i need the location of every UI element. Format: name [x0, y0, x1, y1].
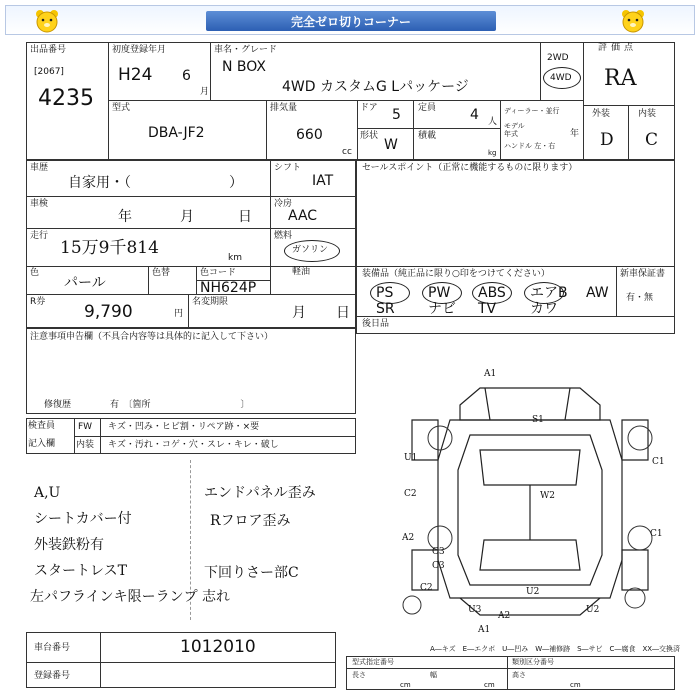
- dim-height-unit: cm: [570, 681, 581, 689]
- lot-label: 出品番号: [30, 45, 67, 55]
- selling-points-label: セールスポイント（正常に機能するものに限ります）: [362, 163, 578, 173]
- inspection-year: 年: [118, 209, 132, 225]
- first-reg-year: H24: [118, 65, 153, 85]
- inspector-label: 検査員: [28, 421, 56, 431]
- model-year-label2: 年式: [504, 130, 518, 138]
- remark-line: シートカバー付: [34, 511, 132, 527]
- equipment-item: ABS: [478, 285, 506, 301]
- equipment-item: SR: [376, 301, 395, 317]
- repair-label: 修復歴: [44, 400, 72, 410]
- damage-mark: S1: [532, 415, 544, 425]
- ext-grade: D: [600, 130, 614, 150]
- color-code-label: 色コード: [200, 268, 237, 278]
- mileage-unit: km: [228, 253, 242, 263]
- int-grade: C: [645, 130, 659, 150]
- int-row-head: 内装: [76, 440, 95, 450]
- fuel-label: 燃料: [274, 231, 293, 241]
- remark-line-right: エンドパネル歪み: [204, 485, 316, 501]
- remark-line: 外装鉄粉有: [34, 537, 104, 553]
- inspector-label2: 記入欄: [28, 439, 56, 449]
- damage-mark: C2: [420, 583, 433, 593]
- handle-label: ハンドル 左・右: [504, 142, 556, 150]
- int-row: キズ・汚れ・コゲ・穴・スレ・キレ・破し: [108, 440, 279, 450]
- new-warranty-value: 有・無: [626, 293, 654, 303]
- damage-legend: A―キズ E―エクボ U―凹み W―補修跡 S―サビ C―腐食 XX―交換済: [430, 645, 681, 653]
- damage-mark: C2: [404, 489, 417, 499]
- damage-mark: A1: [478, 625, 491, 635]
- equipment-item: カワ: [530, 301, 558, 317]
- banner: [5, 5, 695, 35]
- ac-value: AAC: [288, 208, 318, 224]
- color-value: パール: [64, 275, 106, 291]
- name-change-month: 月: [292, 305, 306, 321]
- evaluation-score: RA: [604, 66, 637, 91]
- lot-number: 4235: [38, 86, 94, 111]
- capacity-value: 4: [470, 107, 479, 123]
- footer-right-frame: [346, 656, 675, 690]
- displacement-value: 660: [296, 127, 323, 143]
- chassis-label: 車台番号: [34, 643, 71, 653]
- damage-mark: C1: [650, 529, 663, 539]
- color-change-label: 色替: [152, 268, 171, 278]
- shift-label: シフト: [274, 163, 302, 173]
- displacement-unit: cc: [342, 147, 352, 157]
- equipment-item: PS: [376, 285, 394, 301]
- rear-items-label: 後日品: [362, 319, 390, 329]
- ac-label: 冷房: [274, 199, 293, 209]
- load-label: 積載: [418, 131, 437, 141]
- dim-height: 高さ: [512, 671, 526, 679]
- type-value: DBA-JF2: [148, 125, 205, 141]
- damage-mark: A2: [402, 533, 415, 543]
- capacity-unit: 人: [488, 117, 498, 127]
- equipment-item: AW: [586, 285, 609, 301]
- shift-value: IAT: [312, 173, 334, 189]
- fuel-gas: ガソリン: [292, 245, 329, 255]
- equipment-item: PW: [428, 285, 451, 301]
- fuel-diesel: 軽油: [292, 267, 311, 277]
- remark-line-right: Rフロア歪み: [210, 513, 291, 529]
- color-label: 色: [30, 268, 40, 278]
- equipment-item: TV: [478, 301, 497, 317]
- usage-value: 自家用・（ ）: [68, 175, 243, 191]
- usage-label: 車歴: [30, 163, 49, 173]
- doors-value: 5: [392, 107, 401, 123]
- equipment-item: エアB: [530, 285, 568, 301]
- repair-value: 有 〔箇所 〕: [110, 400, 250, 410]
- model-label: 車名・グレード: [214, 45, 278, 55]
- capacity-label: 定員: [418, 103, 437, 113]
- inspection-day: 日: [238, 209, 252, 225]
- selling-frame: [356, 160, 675, 334]
- first-reg-label: 初度登録年月: [112, 45, 167, 55]
- damage-mark: U2: [586, 605, 600, 615]
- damage-mark: C3: [432, 561, 445, 571]
- type-label: 型式: [112, 103, 131, 113]
- color-code: NH624P: [200, 280, 257, 296]
- damage-mark: U1: [404, 453, 418, 463]
- model-grade: 4WD カスタムG Lパッケージ: [282, 79, 469, 95]
- dealer-label: ディーラー・並行: [504, 107, 560, 115]
- lot-sub: [2067]: [34, 67, 64, 77]
- inspection-month: 月: [180, 209, 194, 225]
- mileage-value: 15万9千814: [60, 238, 159, 258]
- banner-title: 完全ゼロ切りコーナー: [206, 11, 496, 31]
- first-reg-month: 6: [182, 68, 191, 84]
- notes-label: 注意事項申告欄（不具合内容等は具体的に記入して下さい）: [30, 332, 274, 342]
- displacement-label: 排気量: [270, 103, 298, 113]
- chassis-value: 1012010: [180, 637, 256, 657]
- dim-length-unit: cm: [400, 681, 411, 689]
- evaluation-label: 評価点: [598, 43, 638, 53]
- remark-line-right: 下回りさー部C: [204, 565, 299, 581]
- mileage-label: 走行: [30, 231, 49, 241]
- shape-label: 形状: [360, 131, 379, 141]
- inspection-label: 車検: [30, 199, 49, 209]
- remark-line: 左パフラインキ限ーランプ 志れ: [30, 589, 231, 605]
- tax-value: 9,790: [84, 302, 133, 322]
- shape-value: W: [384, 137, 398, 153]
- damage-mark: C1: [652, 457, 665, 467]
- tax-label: R券: [30, 297, 46, 307]
- drive-label: 2WD: [547, 53, 569, 63]
- dim-length: 長さ: [352, 671, 366, 679]
- new-warranty-label: 新車保証書: [620, 269, 666, 279]
- bear-mascot-icon: [620, 8, 646, 34]
- load-unit: kg: [488, 149, 497, 157]
- ext-label: 外装: [592, 109, 611, 119]
- bear-mascot-icon: [34, 8, 60, 34]
- equipment-item: ナビ: [428, 301, 456, 317]
- doors-label: ドア: [360, 103, 378, 113]
- tax-unit: 円: [174, 309, 184, 319]
- damage-mark: A1: [484, 369, 497, 379]
- remark-line: A,U: [34, 485, 61, 501]
- reg-no-label: 登録番号: [34, 671, 71, 681]
- remark-line: スタートレスT: [34, 563, 127, 579]
- first-reg-month-unit: 月: [200, 87, 210, 97]
- int-label: 内装: [638, 109, 657, 119]
- model-name: N BOX: [222, 59, 266, 75]
- damage-mark: U3: [468, 605, 482, 615]
- header-frame: [26, 42, 675, 160]
- ext-row-head: FW: [78, 422, 93, 432]
- model-year-unit: 年: [570, 129, 580, 139]
- dim-width: 幅: [430, 671, 437, 679]
- dim-width-unit: cm: [484, 681, 495, 689]
- damage-mark: A2: [498, 611, 511, 621]
- damage-mark: C3: [432, 547, 445, 557]
- equipment-label: 装備品（純正品に限り○印をつけてください）: [362, 269, 550, 279]
- ext-row: キズ・凹み・ヒビ割・リペア跡・×要: [108, 422, 260, 432]
- type-designation-label: 型式指定番号: [352, 658, 394, 666]
- class-label: 類別区分番号: [512, 658, 554, 666]
- damage-mark: W2: [540, 491, 555, 501]
- name-change-day: 日: [336, 305, 350, 321]
- name-change-label: 名変期限: [192, 297, 229, 307]
- drive-value: 4WD: [550, 73, 572, 83]
- model-year-label: モデル: [504, 122, 525, 130]
- damage-mark: U2: [526, 587, 540, 597]
